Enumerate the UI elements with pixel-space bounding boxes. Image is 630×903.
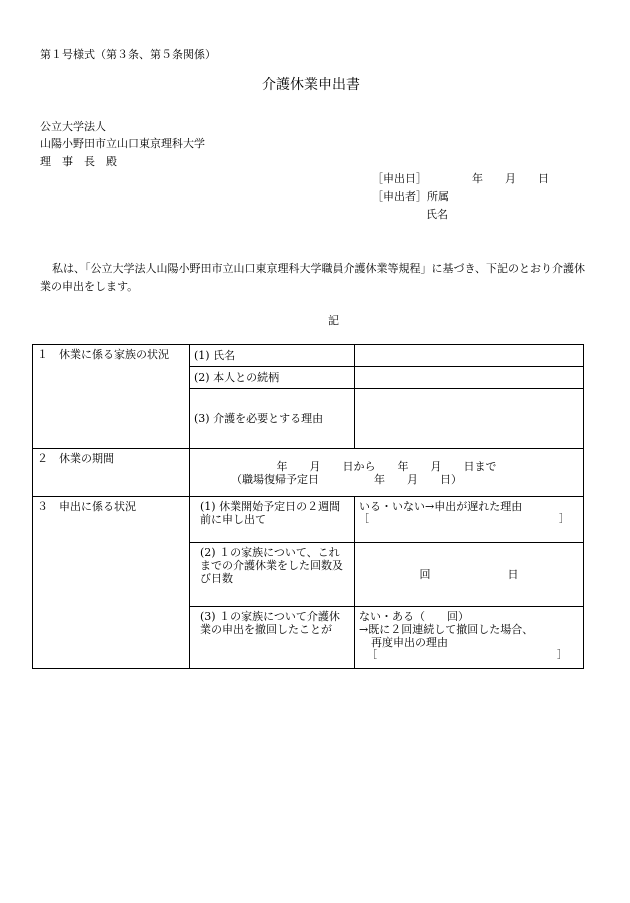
recipient-line-3: 理 事 長 殿: [40, 155, 117, 168]
recipient-line-1: 公立大学法人: [40, 120, 106, 133]
s3-q1-bracket: ［ ］: [359, 514, 569, 525]
s1-reason-field[interactable]: [355, 389, 584, 449]
s1-relation-label: (2) 本人との続柄: [190, 367, 355, 389]
date-label: ［申出日］: [372, 172, 427, 185]
s1-name-field[interactable]: [355, 345, 584, 367]
section-3-heading: ３ 申出に係る状況: [33, 497, 190, 669]
s3-q3-label: (3) １の家族について介護休業の申出を撤回したことが: [190, 607, 355, 669]
s3-q2-label: (2) １の家族について、これまでの介護休業をした回数及び日数: [190, 543, 355, 607]
name-label: 氏名: [426, 208, 448, 221]
ki-mark: 記: [328, 314, 339, 327]
s3-q1-answer-cell[interactable]: [355, 497, 584, 543]
s1-relation-field[interactable]: [355, 367, 584, 389]
s2-period: 年 月 日から 年 月 日まで: [276, 459, 497, 473]
section-1-heading: １ 休業に係る家族の状況: [33, 345, 190, 449]
s1-name-label: (1) 氏名: [190, 345, 355, 367]
s3-q3-answer-1: ない・ある（ 回）: [359, 610, 469, 623]
s3-q3-answer-2: →既に２回連続して撤回した場合、: [359, 623, 534, 636]
s3-q3-bracket: ［ ］: [367, 650, 567, 661]
s2-return: （職場復帰予定日 年 月 日）: [231, 472, 462, 486]
s3-q2-answer[interactable]: 回 日: [355, 543, 584, 607]
recipient-line-2: 山陽小野田市立山口東京理科大学: [40, 137, 205, 150]
s3-q1-label: (1) 休業開始予定日の２週間前に申し出て: [190, 497, 355, 543]
section-2-heading: ２ 休業の期間: [33, 449, 190, 497]
date-fields: 年 月 日: [472, 172, 549, 185]
body-text: 私は、「公立大学法人山陽小野田市立山口東京理科大学職員介護休業等規程」に基づき、下記のとおり介護休業の申出をします。: [40, 262, 586, 293]
s2-period-cell[interactable]: [190, 449, 584, 497]
s3-q3-answer-3: 再度申出の理由: [371, 636, 448, 649]
application-table: [32, 344, 584, 669]
page-title: 介護休業申出書: [262, 77, 360, 93]
s3-q3-answer-cell[interactable]: [355, 607, 584, 669]
s1-reason-label: (3) 介護を必要とする理由: [190, 389, 355, 449]
applicant-label: ［申出者］所属: [372, 190, 449, 203]
s3-q1-answer: いる・いない→申出が遅れた理由: [359, 500, 523, 513]
form-number: 第１号様式（第３条、第５条関係）: [40, 48, 216, 61]
